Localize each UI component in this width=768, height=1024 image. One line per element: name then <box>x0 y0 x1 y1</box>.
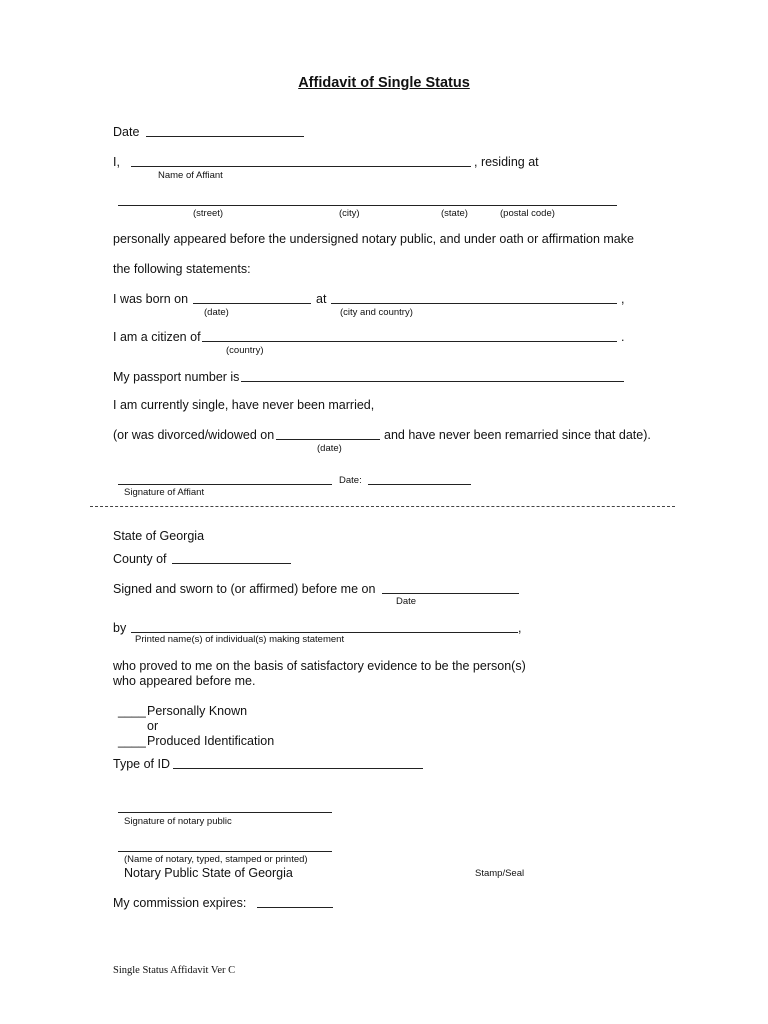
notary-signature-field[interactable] <box>118 812 332 813</box>
notary-public-state: Notary Public State of Georgia <box>124 866 293 880</box>
citizenship-field[interactable] <box>202 341 617 342</box>
passport-label: My passport number is <box>113 370 240 384</box>
citizen-of-label: I am a citizen of <box>113 330 201 344</box>
birth-date-field[interactable] <box>193 303 311 304</box>
county-of-label: County of <box>113 552 167 566</box>
produced-id-blank[interactable]: ____ <box>118 734 146 748</box>
divorce-date-field[interactable] <box>276 439 380 440</box>
currently-single-text: I am currently single, have never been married, <box>113 398 375 412</box>
affiant-signature-field[interactable] <box>118 484 332 485</box>
sworn-date-caption: Date <box>396 596 417 607</box>
at-label: at <box>316 292 327 306</box>
statement-line-1: personally appeared before the undersigned notary public, and under oath or affirmation make <box>113 232 634 246</box>
printed-names-caption: Printed name(s) of individual(s) making statement <box>135 634 345 645</box>
date-label: Date <box>113 125 140 139</box>
signed-sworn-text: Signed and sworn to (or affirmed) before me on <box>113 582 376 596</box>
state-caption: (state) <box>441 208 468 219</box>
printed-names-comma: , <box>518 621 522 635</box>
name-of-notary-caption: (Name of notary, typed, stamped or printed) <box>124 854 308 865</box>
city-caption: (city) <box>339 208 360 219</box>
sworn-date-field[interactable] <box>382 593 519 594</box>
born-comma: , <box>621 292 625 306</box>
passport-field[interactable] <box>241 381 624 382</box>
proved-line-1: who proved to me on the basis of satisfactory evidence to be the person(s) <box>113 659 526 673</box>
address-field[interactable] <box>118 205 617 206</box>
commission-expires-field[interactable] <box>257 907 333 908</box>
signature-date-label: Date: <box>339 475 362 486</box>
proved-line-2: who appeared before me. <box>113 674 256 688</box>
type-of-id-field[interactable] <box>173 768 423 769</box>
affiant-name-field[interactable] <box>131 166 471 167</box>
birth-place-field[interactable] <box>331 303 617 304</box>
stamp-seal-label: Stamp/Seal <box>475 868 525 879</box>
state-of-georgia: State of Georgia <box>113 529 205 543</box>
country-caption: (country) <box>226 345 264 356</box>
printed-names-field[interactable] <box>131 632 518 633</box>
i-label: I, <box>113 155 120 169</box>
city-country-caption: (city and country) <box>340 307 413 318</box>
date-field[interactable] <box>146 136 304 137</box>
notary-name-field[interactable] <box>118 851 332 852</box>
footer-version: Single Status Affidavit Ver C <box>113 965 236 976</box>
divorced-prefix-text: (or was divorced/widowed on <box>113 428 275 442</box>
by-label: by <box>113 621 127 635</box>
name-of-affiant-caption: Name of Affiant <box>158 170 223 181</box>
postal-code-caption: (postal code) <box>500 208 555 219</box>
type-of-id-label: Type of ID <box>113 757 170 771</box>
signature-of-notary-caption: Signature of notary public <box>124 816 232 827</box>
signature-date-field[interactable] <box>368 484 471 485</box>
statement-line-2: the following statements: <box>113 262 251 276</box>
county-field[interactable] <box>172 563 291 564</box>
produced-id-label: Produced Identification <box>147 734 275 748</box>
residing-at-label: , residing at <box>474 155 539 169</box>
divorced-suffix-text: and have never been remarried since that date). <box>384 428 651 442</box>
personally-known-blank[interactable]: ____ <box>118 704 146 718</box>
commission-expires-label: My commission expires: <box>113 896 247 910</box>
document-title: Affidavit of Single Status <box>298 75 470 91</box>
personally-known-label: Personally Known <box>147 704 248 718</box>
signature-of-affiant-caption: Signature of Affiant <box>124 487 205 498</box>
street-caption: (street) <box>193 208 224 219</box>
section-divider <box>90 506 675 507</box>
or-label: or <box>147 719 159 733</box>
citizen-period: . <box>621 330 625 344</box>
birth-date-caption: (date) <box>204 307 229 318</box>
divorce-date-caption: (date) <box>317 443 342 454</box>
born-on-label: I was born on <box>113 292 189 306</box>
